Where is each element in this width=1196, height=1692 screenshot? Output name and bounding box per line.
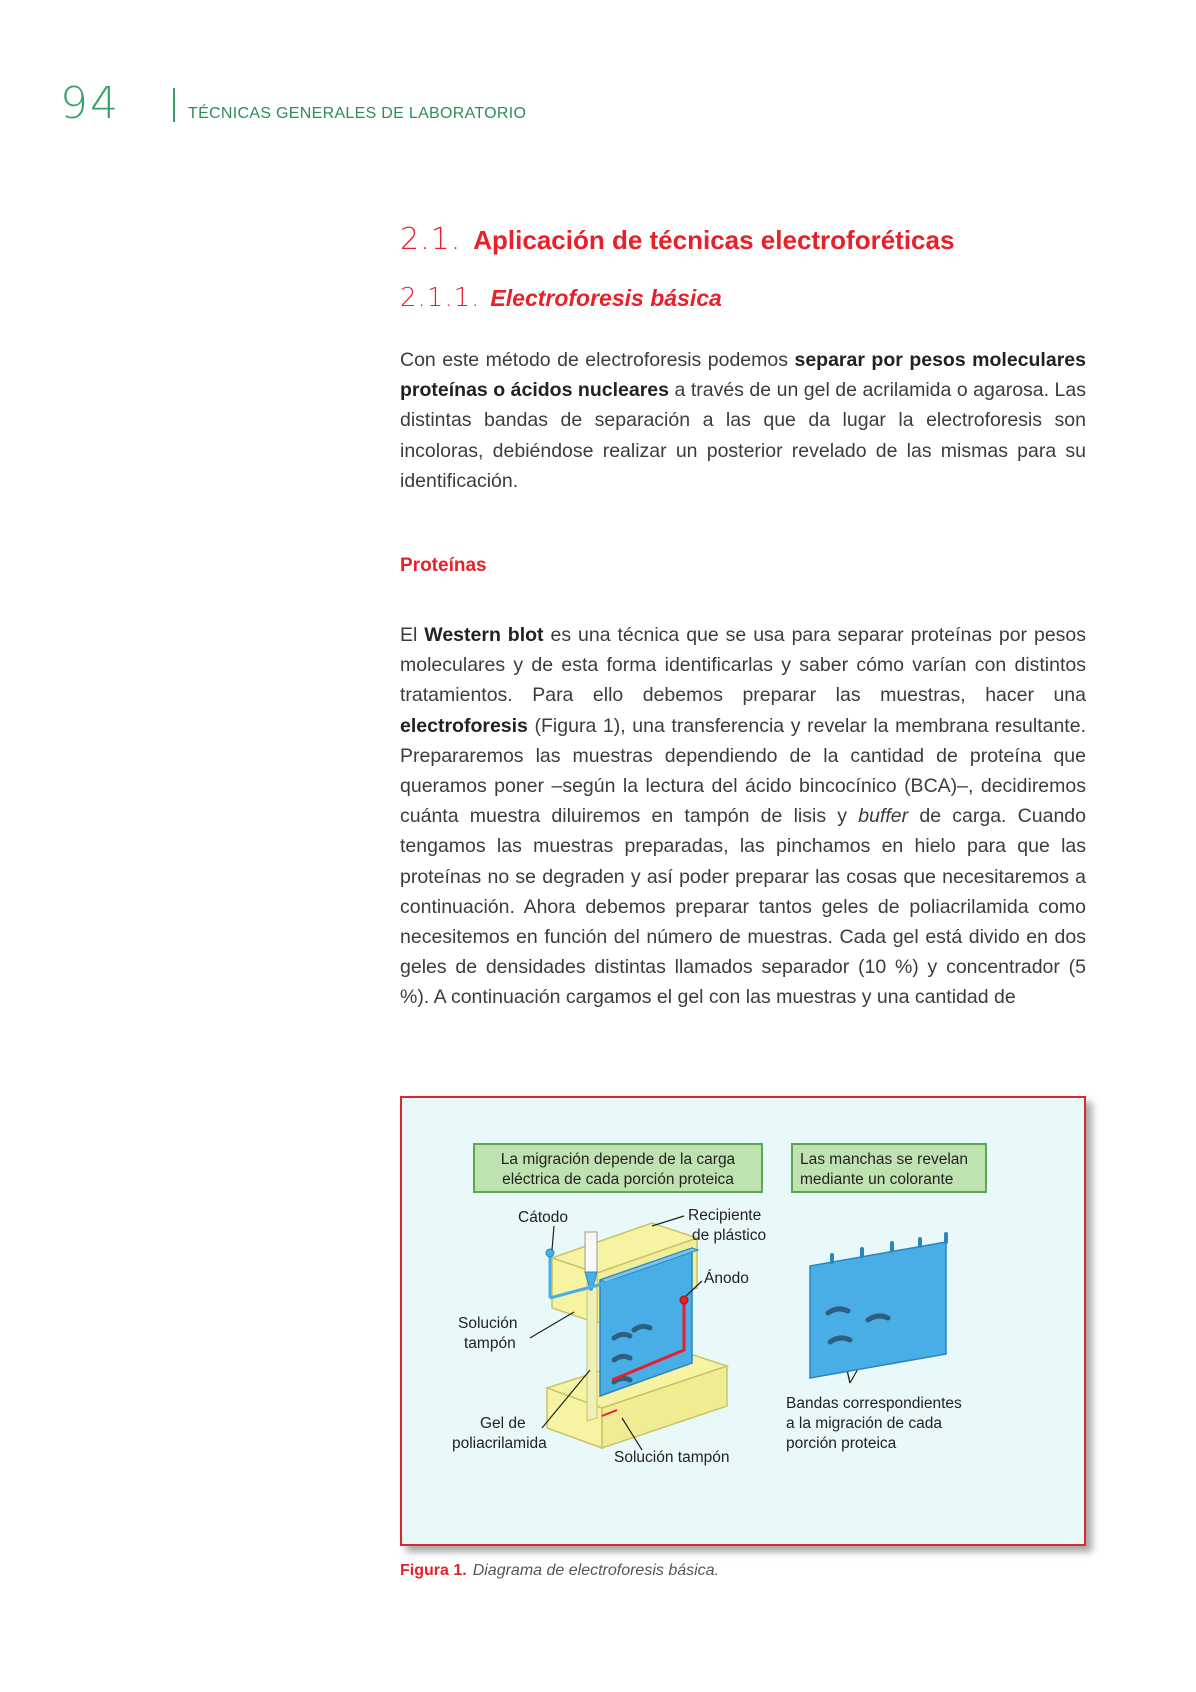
stained-membrane: [810, 1234, 946, 1378]
caption-text: Diagrama de electroforesis básica.: [472, 1562, 720, 1579]
label-bands-2: a la migración de cada: [786, 1415, 942, 1432]
label-bands-1: Bandas correspondientes: [786, 1395, 962, 1412]
label-buffer-bottom: Solución tampón: [614, 1449, 730, 1466]
subsection-heading: [400, 283, 722, 313]
intro-paragraph: [400, 345, 1086, 496]
proteins-text-4: de carga. Cuando tengamos las muestras preparadas, las pinchamos en hielo para que las proteínas no se degraden y así poder preparar las cosas que necesitaremos a continuación. Ahora debemos preparar tantos geles de poliacrilamida como necesitemos en función del número de muestras. Cada gel está divido en dos geles de densidades distintas llamados separador (10 %) y concentrador (5 %). A continuación cargamos el gel con las muestras y una cantidad de: [400, 805, 1086, 1009]
proteins-paragraph: [400, 620, 1086, 1013]
proteins-heading: Proteínas: [400, 555, 487, 576]
figure-caption: [400, 1562, 719, 1580]
stain-info-line-2: mediante un colorante: [800, 1171, 954, 1188]
electrophoresis-apparatus: [546, 1223, 727, 1448]
page-number: 94: [60, 78, 120, 129]
subsection-title: Electroforesis básica: [490, 285, 722, 311]
section-title: Aplicación de técnicas electroforéticas: [473, 225, 955, 255]
label-anode: Ánodo: [704, 1270, 749, 1287]
subsection-number: 2.1.1.: [400, 283, 481, 313]
proteins-text-2: es una técnica que se usa para separar proteínas por pesos moleculares y de esta forma identificarlas y saber cómo varían con distintos tratamientos. Para ello debemos preparar las muestras, hacer una: [400, 624, 1087, 707]
label-gel-2: poliacrilamida: [452, 1435, 547, 1452]
label-bands-3: porción proteica: [786, 1435, 897, 1452]
label-container-1: Recipiente: [688, 1207, 762, 1224]
pipette: [585, 1232, 597, 1272]
migration-info-line-1: La migración depende de la carga: [500, 1151, 736, 1168]
intro-text-2: a través de un gel de acrilamida o agarosa. Las distintas bandas de separación a las que da lugar la electroforesis son incoloras, debiéndose realizar un posterior revelado de las mismas para su identificación.: [400, 379, 1086, 492]
stain-info-line-1: Las manchas se revelan: [800, 1151, 969, 1168]
proteins-bold-electroforesis: electroforesis: [400, 714, 528, 737]
migration-info-line-2: eléctrica de cada porción proteica: [502, 1171, 734, 1188]
label-buffer-2: tampón: [464, 1335, 516, 1352]
proteins-text-1: El: [400, 624, 425, 646]
proteins-italic-buffer: buffer: [858, 805, 909, 828]
proteins-bold-western: Western blot: [424, 624, 544, 646]
section-heading: [400, 222, 954, 257]
header-divider: [173, 88, 175, 122]
running-title: TÉCNICAS GENERALES DE LABORATORIO: [188, 105, 527, 122]
section-number: 2.1.: [400, 222, 462, 257]
label-cathode: Cátodo: [518, 1209, 568, 1226]
intro-bold-1: separar por pesos moleculares proteínas o ácidos nucleares: [400, 349, 1086, 402]
electrophoresis-diagram: [402, 1098, 1084, 1544]
caption-label: Figura 1.: [400, 1562, 467, 1579]
label-gel-1: Gel de: [480, 1415, 526, 1432]
label-container-2: de plástico: [692, 1227, 767, 1244]
proteins-text-3: (Figura 1), una transferencia y revelar la membrana resultante. Prepararemos las muestras dependiendo de la cantidad de proteína que queramos poner –según la lectura del ácido bincocínico (BCA)–, decidiremos cuánta muestra diluiremos en tampón de lisis y: [400, 714, 1086, 828]
label-buffer-1: Solución: [458, 1315, 518, 1332]
figure-1: [400, 1096, 1086, 1546]
intro-text-1: Con este método de electroforesis podemos: [400, 349, 795, 371]
